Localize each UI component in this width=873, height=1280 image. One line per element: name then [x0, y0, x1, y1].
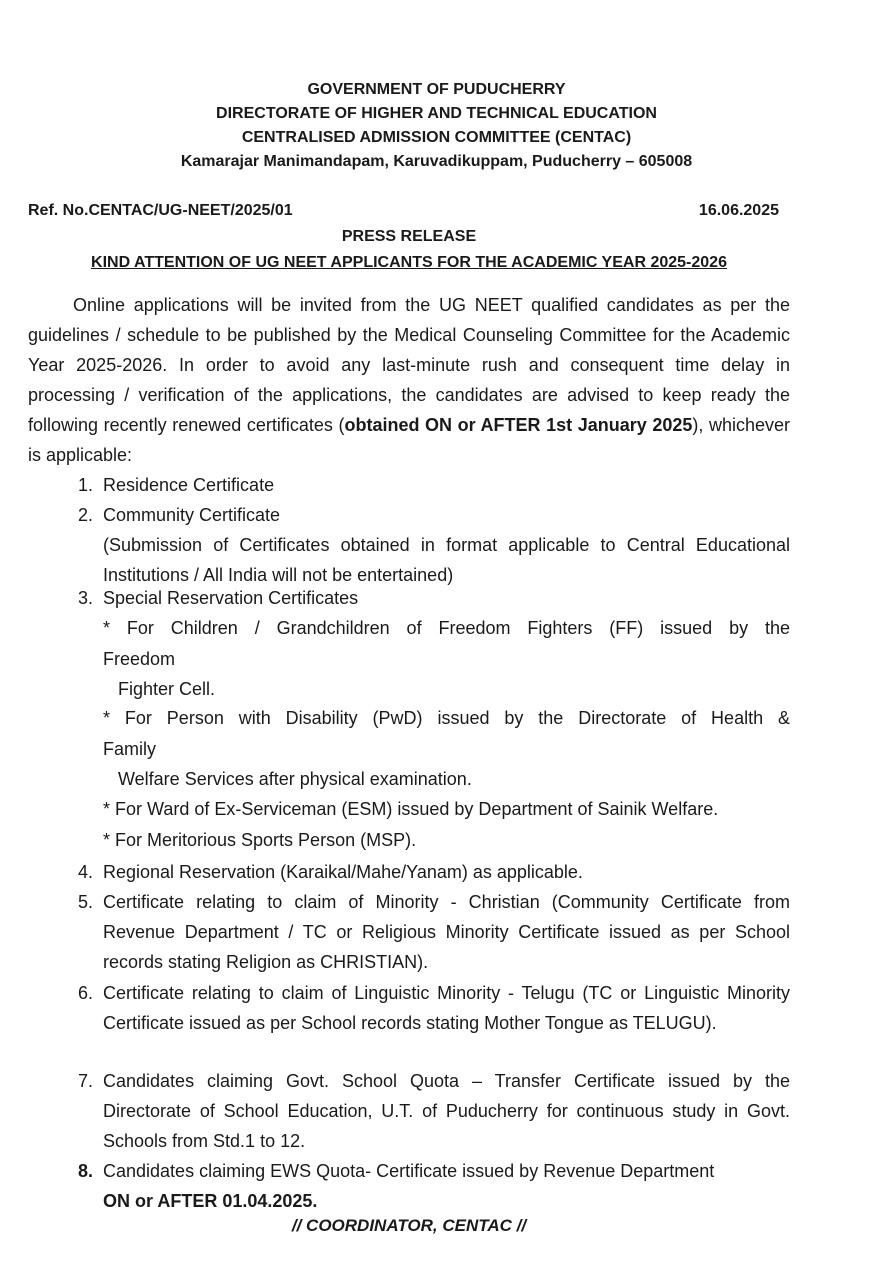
sub-item-ff-cont: Fighter Cell. — [118, 679, 216, 699]
header-government: GOVERNMENT OF PUDUCHERRY — [307, 81, 566, 98]
item-number: 1. — [77, 475, 93, 495]
list-item: Certificate relating to claim of Linguistic Minority - Telugu (TC or Linguistic Minority Certificate issued as per School records stating Mother Tongue as TELUGU). — [103, 983, 790, 1033]
list-item: Candidates claiming Govt. School Quota – Transfer Certificate issued by the Directorate of School Education, U.T. of Puducherry for continuous study in Govt. Schools from Std.1 to 12. — [103, 1071, 790, 1151]
item-number: 6. — [77, 983, 93, 1003]
list-item: Special Reservation Certificates — [103, 588, 359, 608]
header-directorate: DIRECTORATE OF HIGHER AND TECHNICAL EDUCATION — [216, 105, 657, 122]
item-number: 4. — [77, 862, 93, 882]
item-number: 2. — [77, 505, 93, 525]
list-item: Community Certificate — [103, 505, 281, 525]
coordinator-signature: // COORDINATOR, CENTAC // — [291, 1216, 527, 1235]
item-number: 8. — [77, 1161, 93, 1181]
intro-bold: obtained ON or AFTER 1st January 2025 — [344, 415, 693, 435]
press-release-title: PRESS RELEASE — [341, 228, 477, 245]
intro-text: Online applications will be invited from the UG NEET qualified candidates as per the guidelines / schedule to be published by the Medical Counseling Committee for the Academic Year 2025-2026. In order to avoid any last-minute rush and consequent time delay in processing / verification of the applications, the candidates are advised to keep ready the following recently renewed certificates ( — [28, 295, 790, 435]
item-number: 3. — [77, 588, 93, 608]
release-date: 16.06.2025 — [698, 202, 779, 219]
item-number: 5. — [77, 892, 93, 912]
sub-item-pwd-cont: Family — [103, 739, 156, 759]
sub-item-pwd: * For Person with Disability (PwD) issued by the Directorate of Health & — [103, 708, 790, 728]
list-item-note: (Submission of Certificates obtained in format applicable to Central Educational Institutions / All India will not be entertained) — [103, 535, 790, 585]
list-item-bold: ON or AFTER 01.04.2025. — [103, 1191, 318, 1211]
list-item-text: Candidates claiming EWS Quota- Certificate issued by Revenue Department — [103, 1161, 715, 1181]
sub-item-msp: * For Meritorious Sports Person (MSP). — [103, 830, 417, 850]
header-committee: CENTRALISED ADMISSION COMMITTEE (CENTAC) — [241, 129, 632, 146]
item-number: 7. — [77, 1071, 93, 1091]
list-item: Regional Reservation (Karaikal/Mahe/Yanam) as applicable. — [103, 862, 583, 882]
list-item: Certificate relating to claim of Minority - Christian (Community Certificate from Revenue Department / TC or Religious Minority Certificate issued as per School records stating Religion as CHRISTIAN). — [103, 892, 790, 972]
list-item — [103, 1156, 790, 1216]
header-address: Kamarajar Manimandapam, Karuvadikuppam, Puducherry – 605008 — [180, 153, 693, 170]
sub-item-ff-cont: Freedom — [103, 649, 176, 669]
intro-tail: ), whichever is applicable: — [28, 415, 791, 465]
subject-line: KIND ATTENTION OF UG NEET APPLICANTS FOR THE ACADEMIC YEAR 2025-2026 — [91, 254, 727, 271]
sub-item-ff: * For Children / Grandchildren of Freedom Fighters (FF) issued by the — [103, 618, 790, 638]
reference-number: Ref. No.CENTAC/UG-NEET/2025/01 — [28, 202, 293, 219]
sub-item-pwd-cont: Welfare Services after physical examination. — [118, 769, 472, 789]
intro-paragraph — [28, 290, 790, 470]
list-item: Residence Certificate — [103, 475, 275, 495]
sub-item-esm: * For Ward of Ex-Serviceman (ESM) issued by Department of Sainik Welfare. — [103, 799, 719, 819]
